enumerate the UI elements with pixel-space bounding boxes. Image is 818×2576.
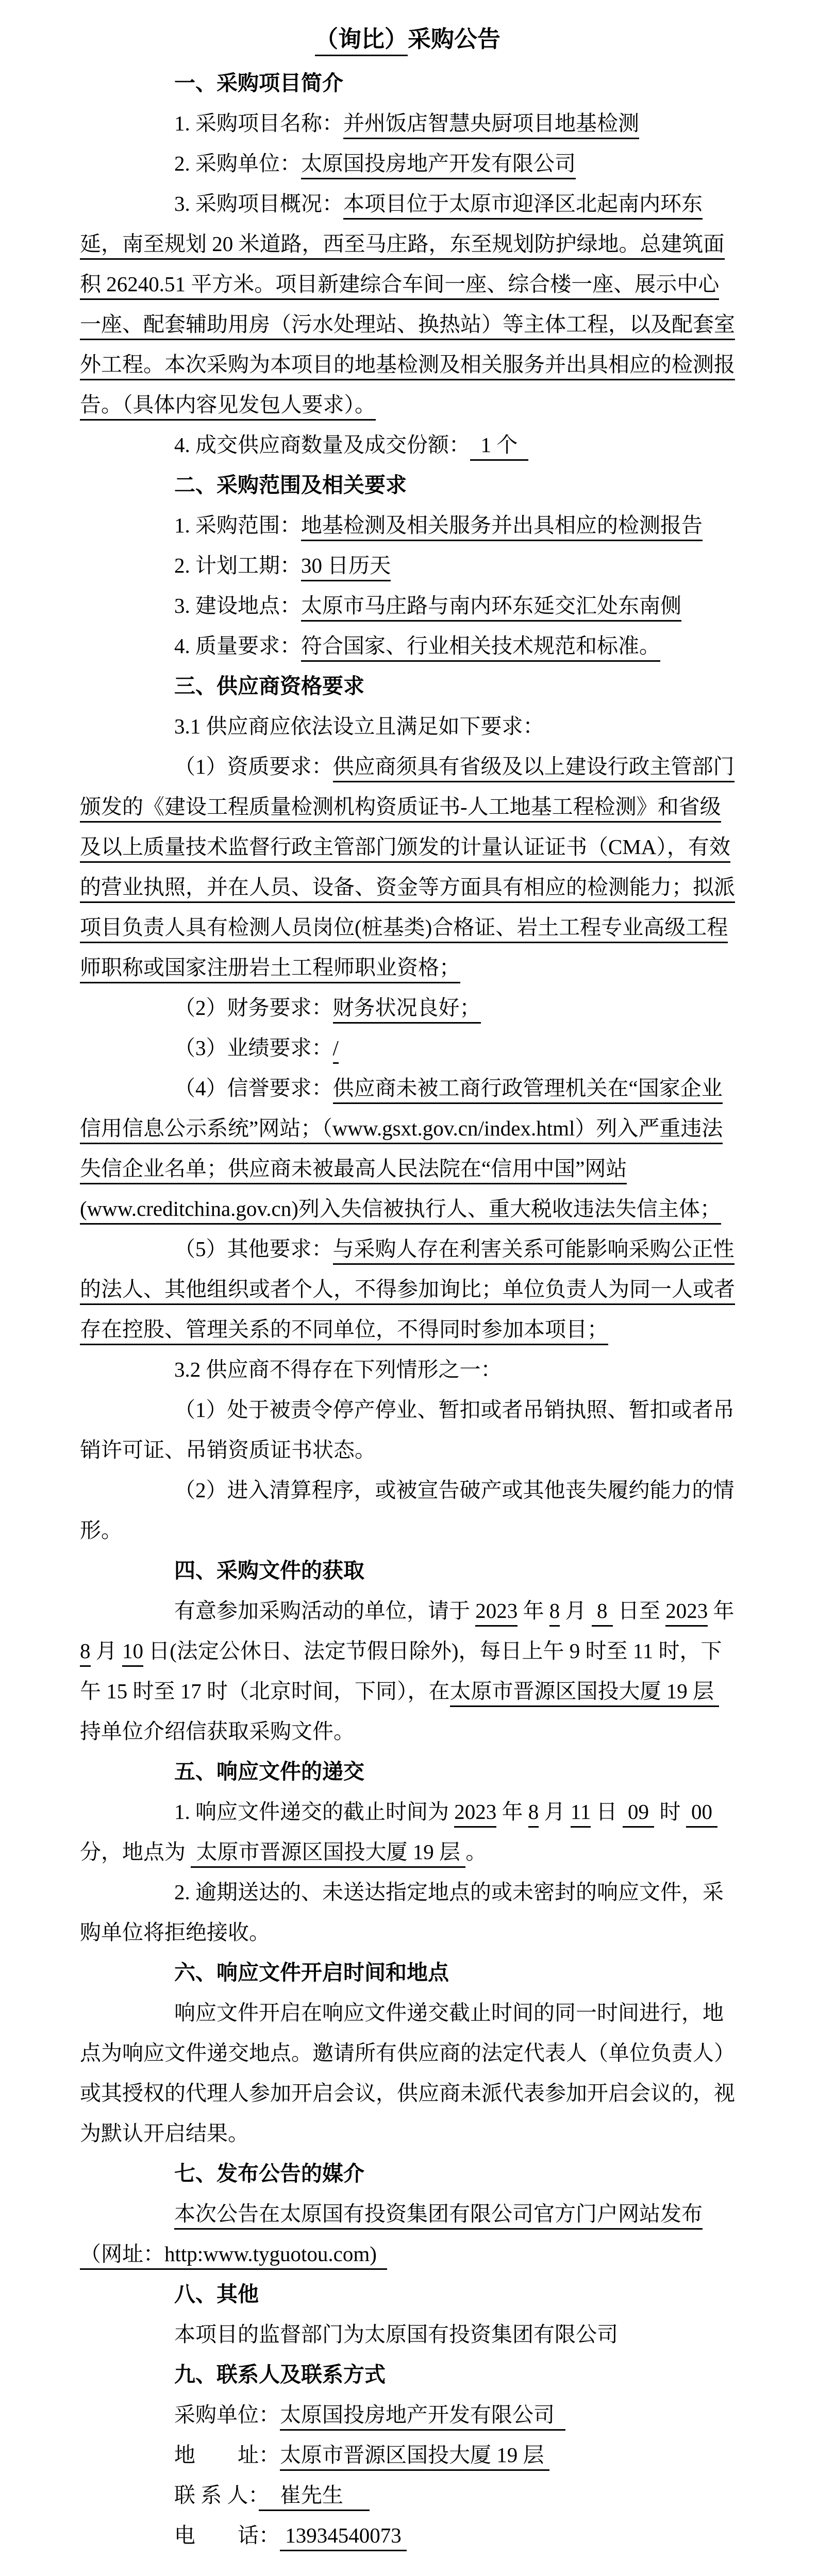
- underlined-value: 13934540073: [280, 2523, 407, 2551]
- text-run: 日: [591, 1800, 623, 1824]
- text-run: 七、发布公告的媒介: [174, 2162, 364, 2185]
- text-run: 3. 采购项目概况：: [174, 192, 343, 215]
- paragraph: [80, 1028, 736, 1068]
- text-run: 月: [90, 1639, 122, 1663]
- paragraph: [80, 1229, 736, 1349]
- section-heading: [80, 63, 736, 103]
- underlined-value: 2023: [665, 1599, 708, 1627]
- section-heading: [80, 2354, 736, 2395]
- text-run: 响应文件开启在响应文件递交截止时间的同一时间进行，地点为响应文件递交地点。邀请所有供应商的法定代表人（单位负责人）或其授权的代理人参加开启会议，供应商未派代表参加开启会议的，视为默认开启结果。: [80, 2001, 735, 2145]
- paragraph: [80, 2395, 736, 2435]
- text-run: 3.2 供应商不得存在下列情形之一：: [174, 1358, 502, 1381]
- text-run: 分，地点为: [80, 1800, 723, 1864]
- underlined-value: 8: [80, 1639, 91, 1667]
- text-run: 时: [654, 1800, 686, 1824]
- underlined-value: 2023: [475, 1599, 517, 1627]
- text-run: 2. 采购单位：: [174, 152, 301, 175]
- underlined-value: /: [333, 1036, 339, 1064]
- text-run: 年: [517, 1599, 549, 1622]
- text-run: （3）业绩要求：: [174, 1036, 333, 1060]
- text-run: 。: [465, 1840, 487, 1864]
- underlined-value: 09: [623, 1800, 655, 1828]
- text-run: 持单位介绍信获取采购文件。: [80, 1679, 725, 1743]
- text-run: 九、联系人及联系方式: [174, 2363, 386, 2386]
- underlined-value: 崔先生: [259, 2483, 370, 2511]
- underlined-value: 财务状况良好；: [333, 996, 481, 1024]
- underlined-value: 太原市晋源区国投大厦 19 层: [280, 2443, 549, 2471]
- text-run: （1）处于被责令停产停业、暂扣或者吊销执照、暂扣或者吊销许可证、吊销资质证书状态。: [80, 1398, 734, 1462]
- text-run: 日至: [612, 1599, 666, 1622]
- paragraph: [80, 545, 736, 586]
- underlined-value: 8: [549, 1599, 560, 1627]
- document-body: [80, 15, 740, 2555]
- text-run: 本项目的监督部门为太原国有投资集团有限公司: [174, 2322, 618, 2346]
- underlined-value: 太原国投房地产开发有限公司: [280, 2403, 565, 2431]
- text-run: 六、响应文件开启时间和地点: [174, 1961, 449, 1984]
- text-run: 三、供应商资格要求: [174, 674, 364, 698]
- text-run: 1. 响应文件递交的截止时间为: [174, 1800, 455, 1824]
- paragraph: [80, 2314, 736, 2354]
- paragraph: [80, 626, 736, 666]
- section-heading: [80, 1952, 736, 1993]
- underlined-value: 供应商须具有省级及以上建设行政主管部门颁发的《建设工程质量检测机构资质证书-人工地基工程检测》和省级及以上质量技术监督行政主管部门颁发的计量认证证书（CMA），有效的营业执照，并在人员、设备、资金等方面具有相应的检测能力；拟派项目负责人具有检测人员岗位(桩基类)合格证、岩土工程专业高级工程师职称或国家注册岩土工程师职业资格；: [80, 755, 735, 983]
- section-heading: [80, 2153, 736, 2194]
- underlined-value: 8: [528, 1800, 539, 1828]
- underlined-value: 与采购人存在利害关系可能影响采购公正性的法人、其他组织或者个人，不得参加询比；单位负责人为同一人或者存在控股、管理关系的不同单位，不得同时参加本项目；: [80, 1237, 735, 1345]
- text-run: 2. 计划工期：: [174, 554, 301, 577]
- underlined-value: 太原市马庄路与南内环东延交汇处东南侧: [301, 594, 681, 622]
- text-run: 四、采购文件的获取: [174, 1559, 364, 1582]
- text-run: 2. 逾期送达的、未送达指定地点的或未密封的响应文件，采购单位将拒绝接收。: [80, 1880, 724, 1944]
- paragraph: [80, 2475, 736, 2515]
- underlined-value: 太原市晋源区国投大厦 19 层: [191, 1840, 465, 1868]
- section-heading: [80, 666, 736, 706]
- text-run: 1. 采购范围：: [174, 513, 301, 537]
- paragraph: [80, 103, 736, 143]
- paragraph: [80, 2435, 736, 2475]
- paragraph: [80, 1068, 736, 1229]
- underlined-value: 符合国家、行业相关技术规范和标准。: [301, 634, 660, 662]
- paragraph: [80, 1993, 736, 2153]
- underlined-value: 本项目位于太原市迎泽区北起南内环东延，南至规划 20 米道路，西至马庄路，东至规划防护绿地。总建筑面积 26240.51 平方米。项目新建综合车间一座、综合楼一座、展示中心一座、配套辅助用房（污水处理站、换热站）等主体工程，以及配套室外工程。本次采购为本项目的地基检测及相关服务并出具相应的检测报告。（具体内容见发包人要求）。: [80, 192, 735, 421]
- paragraph: [80, 746, 736, 988]
- text-run: 采购公告: [408, 26, 501, 52]
- text-run: 4. 成交供应商数量及成交份额：: [174, 433, 470, 457]
- paragraph: [80, 586, 736, 626]
- text-run: （2）进入清算程序，或被宣告破产或其他丧失履约能力的情形。: [80, 1478, 734, 1542]
- underlined-value: 10: [122, 1639, 143, 1667]
- underlined-value: 本次公告在太原国有投资集团有限公司官方门户网站发布（网址：http:www.tyguotou.com): [80, 2202, 703, 2270]
- underlined-value: 供应商未被工商行政管理机关在“国家企业信用信息公示系统”网站；（www.gsxt.gov.cn/index.html）列入严重违法失信企业名单；供应商未被最高人民法院在“信用中国”网站(www.creditchina.gov.cn)列入失信被执行人、重大税收违法失信主体；: [80, 1076, 723, 1225]
- underlined-value: 太原市晋源区国投大厦 19 层: [450, 1679, 720, 1707]
- underlined-value: 1 个: [470, 433, 528, 461]
- text-run: 日(法定公休日、法定节假日除外)，每日上午 9 时至 11 时，下午 15 时至 17 时（北京时间，下同），在: [80, 1639, 722, 1703]
- text-run: 联 系 人：: [174, 2483, 259, 2507]
- text-run: 4. 质量要求：: [174, 634, 301, 658]
- paragraph: [80, 1792, 736, 1872]
- underlined-value: 00: [686, 1800, 718, 1828]
- text-run: （1）资质要求：: [174, 755, 333, 778]
- underlined-value: 8: [592, 1599, 613, 1627]
- paragraph: [80, 505, 736, 545]
- underlined-value: 并州饭店智慧央厨项目地基检测: [343, 111, 639, 139]
- paragraph: [80, 1470, 736, 1550]
- paragraph: [80, 706, 736, 746]
- paragraph: [80, 1349, 736, 1390]
- text-run: 3. 建设地点：: [174, 594, 301, 617]
- text-run: 五、响应文件的递交: [174, 1760, 364, 1783]
- underlined-value: 太原国投房地产开发有限公司: [301, 152, 576, 179]
- section-heading: [80, 2274, 736, 2314]
- paragraph: [80, 143, 736, 183]
- underlined-value: 11: [571, 1800, 591, 1828]
- text-run: （2）财务要求：: [174, 996, 333, 1019]
- text-run: 月: [539, 1800, 571, 1824]
- paragraph: [80, 1390, 736, 1470]
- paragraph: [80, 2194, 736, 2274]
- text-run: 1. 采购项目名称：: [174, 111, 343, 135]
- section-heading: [80, 1550, 736, 1591]
- text-run: （4）信誉要求：: [174, 1076, 333, 1100]
- paragraph: [80, 425, 736, 465]
- paragraph: [80, 988, 736, 1028]
- section-heading: [80, 465, 736, 505]
- text-run: 八、其他: [174, 2282, 259, 2306]
- underlined-value: 地基检测及相关服务并出具相应的检测报告: [301, 513, 703, 541]
- paragraph: [80, 1591, 740, 1751]
- text-run: （5）其他要求：: [174, 1237, 333, 1261]
- text-run: 月: [560, 1599, 592, 1622]
- section-heading: [80, 1751, 736, 1792]
- text-run: 电 话：: [174, 2523, 280, 2547]
- underlined-value: 30 日历天: [301, 554, 391, 581]
- paragraph: [80, 183, 736, 425]
- paragraph: [80, 1872, 736, 1952]
- text-run: 年: [496, 1800, 528, 1824]
- text-run: 地 址：: [174, 2443, 280, 2467]
- underlined-value: （询比）: [315, 26, 408, 56]
- text-run: 年: [708, 1599, 740, 1622]
- text-run: 3.1 供应商应依法设立且满足如下要求：: [174, 714, 544, 738]
- text-run: 有意参加采购活动的单位，请于: [174, 1599, 476, 1622]
- text-run: 采购单位：: [174, 2403, 280, 2427]
- paragraph: [80, 2515, 736, 2555]
- text-run: 一、采购项目简介: [174, 71, 343, 95]
- text-run: 二、采购范围及相关要求: [174, 473, 407, 497]
- document-title: [80, 15, 736, 63]
- underlined-value: 2023: [454, 1800, 496, 1828]
